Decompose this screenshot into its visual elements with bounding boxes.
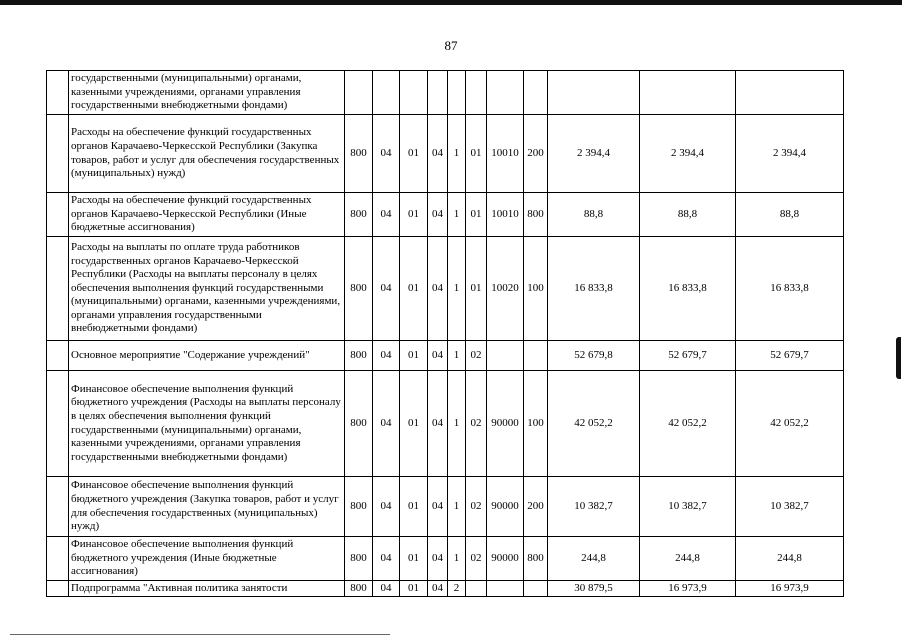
cell-v2: 244,8 xyxy=(640,537,736,581)
cell-v1: 52 679,8 xyxy=(548,341,640,371)
cell-v2: 16 973,9 xyxy=(640,581,736,597)
cell-c3: 01 xyxy=(400,477,428,537)
cell-desc: государственными (муниципальными) органами, казенными учреждениями, органами управления государственными внебюджетными фондами) xyxy=(69,71,345,115)
cell-c8: 800 xyxy=(524,537,548,581)
cell-v3: 2 394,4 xyxy=(736,115,844,193)
row-blank-cell xyxy=(47,371,69,477)
cell-c6: 02 xyxy=(466,341,487,371)
cell-c3 xyxy=(400,71,428,115)
cell-c1: 800 xyxy=(345,477,373,537)
cell-c8 xyxy=(524,71,548,115)
row-blank-cell xyxy=(47,537,69,581)
cell-v2: 2 394,4 xyxy=(640,115,736,193)
cell-c1: 800 xyxy=(345,341,373,371)
cell-c3: 01 xyxy=(400,193,428,237)
cell-c7 xyxy=(487,341,524,371)
cell-c4: 04 xyxy=(428,371,448,477)
cell-c7 xyxy=(487,581,524,597)
cell-c7 xyxy=(487,71,524,115)
cell-c2: 04 xyxy=(373,193,400,237)
table-row xyxy=(47,115,844,193)
row-blank-cell xyxy=(47,581,69,597)
table-row xyxy=(47,581,844,597)
cell-v3: 16 833,8 xyxy=(736,237,844,341)
cell-desc: Финансовое обеспечение выполнения функций бюджетного учреждения (Иные бюджетные ассигнования) xyxy=(69,537,345,581)
cell-c8: 100 xyxy=(524,237,548,341)
cell-c8: 100 xyxy=(524,371,548,477)
cell-c6 xyxy=(466,581,487,597)
page-number: 87 xyxy=(444,38,458,53)
cell-v1: 88,8 xyxy=(548,193,640,237)
cell-c2: 04 xyxy=(373,341,400,371)
cell-v3: 16 973,9 xyxy=(736,581,844,597)
cell-c2 xyxy=(373,71,400,115)
cell-c8: 200 xyxy=(524,477,548,537)
cell-c1: 800 xyxy=(345,237,373,341)
cell-v3 xyxy=(736,71,844,115)
cell-v1 xyxy=(548,71,640,115)
cell-c4: 04 xyxy=(428,341,448,371)
cell-c1: 800 xyxy=(345,581,373,597)
cell-v1: 42 052,2 xyxy=(548,371,640,477)
cell-c1 xyxy=(345,71,373,115)
table-row xyxy=(47,71,844,115)
row-blank-cell xyxy=(47,193,69,237)
table-body xyxy=(47,71,844,597)
cell-c8: 200 xyxy=(524,115,548,193)
cell-desc: Расходы на обеспечение функций государственных органов Карачаево-Черкесской Республики (Иные бюджетные ассигнования) xyxy=(69,193,345,237)
cell-c6: 02 xyxy=(466,477,487,537)
cell-c8 xyxy=(524,341,548,371)
cell-c1: 800 xyxy=(345,371,373,477)
cell-c1: 800 xyxy=(345,115,373,193)
cell-c2: 04 xyxy=(373,371,400,477)
cell-desc: Расходы на обеспечение функций государственных органов Карачаево-Черкесской Республики (Закупка товаров, работ и услуг для обеспечения государственных (муниципальных) нужд) xyxy=(69,115,345,193)
cell-c6 xyxy=(466,71,487,115)
cell-c6: 01 xyxy=(466,115,487,193)
cell-c2: 04 xyxy=(373,237,400,341)
cell-c5: 1 xyxy=(448,537,466,581)
table-row xyxy=(47,341,844,371)
cell-c5 xyxy=(448,71,466,115)
top-border xyxy=(0,0,902,5)
cell-c2: 04 xyxy=(373,581,400,597)
cell-v3: 52 679,7 xyxy=(736,341,844,371)
cell-c5: 1 xyxy=(448,237,466,341)
table-row xyxy=(47,193,844,237)
cell-v3: 88,8 xyxy=(736,193,844,237)
cell-c8: 800 xyxy=(524,193,548,237)
cell-c6: 02 xyxy=(466,537,487,581)
cell-c6: 01 xyxy=(466,237,487,341)
cell-v1: 244,8 xyxy=(548,537,640,581)
cell-desc: Финансовое обеспечение выполнения функций бюджетного учреждения (Закупка товаров, работ и услуг для обеспечения государственных (муниципальных) нужд) xyxy=(69,477,345,537)
table-row xyxy=(47,371,844,477)
cell-c5: 1 xyxy=(448,371,466,477)
cell-c7: 90000 xyxy=(487,537,524,581)
cell-v2: 16 833,8 xyxy=(640,237,736,341)
cell-c4: 04 xyxy=(428,193,448,237)
binding-mark xyxy=(896,337,901,379)
cell-c3: 01 xyxy=(400,237,428,341)
cell-v3: 244,8 xyxy=(736,537,844,581)
cell-c2: 04 xyxy=(373,477,400,537)
cell-c2: 04 xyxy=(373,115,400,193)
cell-c4: 04 xyxy=(428,237,448,341)
cell-c5: 1 xyxy=(448,115,466,193)
cell-c4: 04 xyxy=(428,581,448,597)
cell-c8 xyxy=(524,581,548,597)
row-blank-cell xyxy=(47,115,69,193)
cell-c1: 800 xyxy=(345,537,373,581)
cell-c3: 01 xyxy=(400,115,428,193)
cell-v2: 52 679,7 xyxy=(640,341,736,371)
cell-c4: 04 xyxy=(428,477,448,537)
row-blank-cell xyxy=(47,341,69,371)
cell-desc: Основное мероприятие "Содержание учреждений" xyxy=(69,341,345,371)
cell-c5: 1 xyxy=(448,341,466,371)
cell-v2: 88,8 xyxy=(640,193,736,237)
cell-v1: 30 879,5 xyxy=(548,581,640,597)
cell-desc: Подпрограмма "Активная политика занятости xyxy=(69,581,345,597)
cell-c7: 90000 xyxy=(487,477,524,537)
cell-v1: 16 833,8 xyxy=(548,237,640,341)
cell-c7: 10010 xyxy=(487,115,524,193)
cell-v2 xyxy=(640,71,736,115)
cell-c7: 10010 xyxy=(487,193,524,237)
cell-desc: Финансовое обеспечение выполнения функций бюджетного учреждения (Расходы на выплаты персоналу в целях обеспечения выполнения функций государственными (муниципальными) органами, казенными учреждениями, органами управления государственными внебюджетными фондами) xyxy=(69,371,345,477)
cell-c3: 01 xyxy=(400,371,428,477)
row-blank-cell xyxy=(47,237,69,341)
table-row xyxy=(47,237,844,341)
cell-c3: 01 xyxy=(400,581,428,597)
cell-desc: Расходы на выплаты по оплате труда работников государственных органов Карачаево-Черкесской Республики (Расходы на выплаты персоналу в целях обеспечения выполнения функций государственными (муниципальными) органами, казенными учреждениями, органами управления государственными внебюджетными фондами) xyxy=(69,237,345,341)
cell-v2: 10 382,7 xyxy=(640,477,736,537)
cell-v3: 10 382,7 xyxy=(736,477,844,537)
cell-c5: 1 xyxy=(448,193,466,237)
cell-c1: 800 xyxy=(345,193,373,237)
cell-v2: 42 052,2 xyxy=(640,371,736,477)
cell-v3: 42 052,2 xyxy=(736,371,844,477)
cell-c2: 04 xyxy=(373,537,400,581)
cell-c7: 10020 xyxy=(487,237,524,341)
cell-c3: 01 xyxy=(400,537,428,581)
table-row xyxy=(47,477,844,537)
cell-c4: 04 xyxy=(428,537,448,581)
cell-c6: 01 xyxy=(466,193,487,237)
cell-c5: 2 xyxy=(448,581,466,597)
cell-c3: 01 xyxy=(400,341,428,371)
footer-rule xyxy=(10,634,390,635)
row-blank-cell xyxy=(47,477,69,537)
cell-c4: 04 xyxy=(428,115,448,193)
cell-v1: 10 382,7 xyxy=(548,477,640,537)
cell-c5: 1 xyxy=(448,477,466,537)
table-row xyxy=(47,537,844,581)
row-blank-cell xyxy=(47,71,69,115)
cell-c6: 02 xyxy=(466,371,487,477)
cell-v1: 2 394,4 xyxy=(548,115,640,193)
cell-c7: 90000 xyxy=(487,371,524,477)
cell-c4 xyxy=(428,71,448,115)
budget-table xyxy=(46,70,844,597)
